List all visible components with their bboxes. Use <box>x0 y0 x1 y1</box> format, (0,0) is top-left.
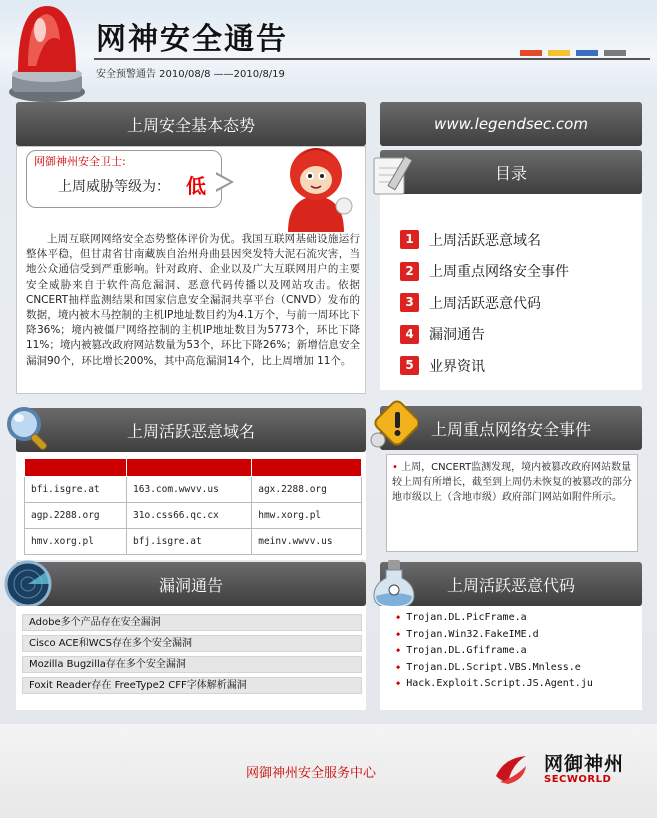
domain-cell: agx.2288.org <box>252 477 362 503</box>
events-body-text: 上周，CNCERT监测发现，境内被篡改政府网站数量较上周有所增长，截至到上周仍未恢复的被篡改的部分地市级以上（含地市级）政府部门网站如附件所示。 <box>392 462 632 503</box>
events-heading-text: 上周重点网络安全事件 <box>430 419 591 439</box>
site-url-link[interactable]: www.legendsec.com <box>434 115 588 133</box>
list-item[interactable]: Cisco ACE和WCS存在多个安全漏洞 <box>22 635 362 652</box>
vuln-list <box>22 614 362 698</box>
toc-item-number: 3 <box>400 293 419 312</box>
toc-item-label: 上周活跃恶意域名 <box>429 232 541 249</box>
domain-table <box>24 458 362 555</box>
domain-cell: hmv.xorg.pl <box>25 529 127 555</box>
table-header-cell <box>252 459 362 477</box>
list-item[interactable]: ◆ Trojan.DL.PicFrame.a <box>396 610 593 627</box>
toc-item[interactable] <box>400 256 569 288</box>
color-bar <box>576 50 598 56</box>
toc-item-number: 2 <box>400 262 419 281</box>
toc-item-label: 业界资讯 <box>429 358 485 375</box>
domain-cell: agp.2288.org <box>25 503 127 529</box>
secworld-logo-icon <box>494 752 528 786</box>
list-item[interactable]: ◆ Trojan.DL.Gfiframe.a <box>396 643 593 660</box>
domain-cell: bfj.isgre.at <box>127 529 252 555</box>
vulns-heading <box>16 562 366 606</box>
table-row <box>25 503 362 529</box>
malware-list <box>396 610 593 693</box>
threat-label: 上周威胁等级为： <box>58 179 170 195</box>
radar-icon <box>2 558 54 610</box>
toc-list <box>400 224 569 382</box>
mascot-icon <box>268 136 364 234</box>
domains-heading <box>16 408 366 452</box>
list-item[interactable]: ◆ Hack.Exploit.Script.JS.Agent.ju <box>396 676 593 693</box>
toc-item-number: 1 <box>400 230 419 249</box>
toc-heading-text: 目录 <box>494 163 527 183</box>
speech-bubble-tail-inner <box>215 174 230 190</box>
brand-name: 网御神州 <box>544 753 625 775</box>
table-row <box>25 477 362 503</box>
list-item[interactable]: ◆ Trojan.DL.Script.VBS.Mnless.e <box>396 660 593 677</box>
header-rule <box>94 58 650 60</box>
malware-heading-text: 上周活跃恶意代码 <box>446 575 575 595</box>
toc-item[interactable] <box>400 287 569 319</box>
toc-item-label: 上周重点网络安全事件 <box>429 264 569 281</box>
list-item[interactable]: ◆ Trojan.Win32.FakeIME.d <box>396 627 593 644</box>
domain-cell: hmw.xorg.pl <box>252 503 362 529</box>
toc-item[interactable] <box>400 319 569 351</box>
warning-icon <box>366 400 418 452</box>
table-row <box>25 529 362 555</box>
domains-heading-text: 上周活跃恶意域名 <box>126 421 255 441</box>
toc-item[interactable] <box>400 350 569 382</box>
list-item[interactable]: Foxit Reader存在 FreeType2 CFF字体解析漏洞 <box>22 677 362 694</box>
toc-item-label: 漏洞通告 <box>429 327 485 344</box>
table-header-cell <box>25 459 127 477</box>
page-title: 网神安全通告 <box>96 22 288 57</box>
color-bar <box>604 50 626 56</box>
domain-cell: 163.com.wwvv.us <box>127 477 252 503</box>
posture-body: 上周互联网网络安全态势整体评价为优。我国互联网基础设施运行整体平稳，但甘肃省甘南藏族自治州舟曲县因突发特大泥石流灾害，当地公众通信受到严重影响。针对政府、企业以及广大互联网用户的主要安全威胁来自于软件高危漏洞、恶意代码传播以及网站攻击。依据CNCERT抽样监测结果和国家信息安全漏洞共享平台（CNVD）发布的数据，境内被木马控制的主机IP地址数目约为4.1万个，与前一周环比下降36%；境内被僵尸网络控制的主机IP地址数目为5773个，环比下降11%；境内被篡改政府网站数量为53个，环比下降26%；新增信息安全漏洞90个，环比增长200%，其中高危漏洞14个，比上周增加 11个。 <box>26 233 360 367</box>
toc-item[interactable] <box>400 224 569 256</box>
color-bar <box>548 50 570 56</box>
color-bar <box>520 50 542 56</box>
guard-label: 网御神州安全卫士: <box>34 155 126 168</box>
list-item[interactable]: Mozilla Bugzilla存在多个安全漏洞 <box>22 656 362 673</box>
table-header-row <box>25 459 362 477</box>
domain-cell: bfi.isgre.at <box>25 477 127 503</box>
magnifier-icon <box>2 402 56 456</box>
list-item[interactable]: Adobe多个产品存在安全漏洞 <box>22 614 362 631</box>
potion-bottle-icon <box>368 556 420 612</box>
brand-english: SECWORLD <box>544 774 612 785</box>
posture-heading-text: 上周安全基本态势 <box>126 115 255 135</box>
events-heading <box>380 406 642 450</box>
color-bars <box>520 50 626 56</box>
footer-center-text: 网御神州安全服务中心 <box>246 766 377 781</box>
domain-cell: meinv.wwvv.us <box>252 529 362 555</box>
events-body <box>392 460 632 505</box>
toc-item-number: 4 <box>400 325 419 344</box>
bullet: • <box>392 462 398 473</box>
toc-item-number: 5 <box>400 356 419 375</box>
date-subtitle: 安全预警通告 2010/08/8 ——2010/8/19 <box>96 69 285 80</box>
threat-level: 低 <box>186 174 206 198</box>
table-header-cell <box>127 459 252 477</box>
siren-icon <box>6 0 88 104</box>
toc-item-label: 上周活跃恶意代码 <box>429 295 541 312</box>
vulns-heading-text: 漏洞通告 <box>158 575 223 595</box>
domain-cell: 31o.css66.qc.cx <box>127 503 252 529</box>
site-url-banner[interactable] <box>380 102 642 146</box>
notepad-pencil-icon <box>368 148 420 200</box>
